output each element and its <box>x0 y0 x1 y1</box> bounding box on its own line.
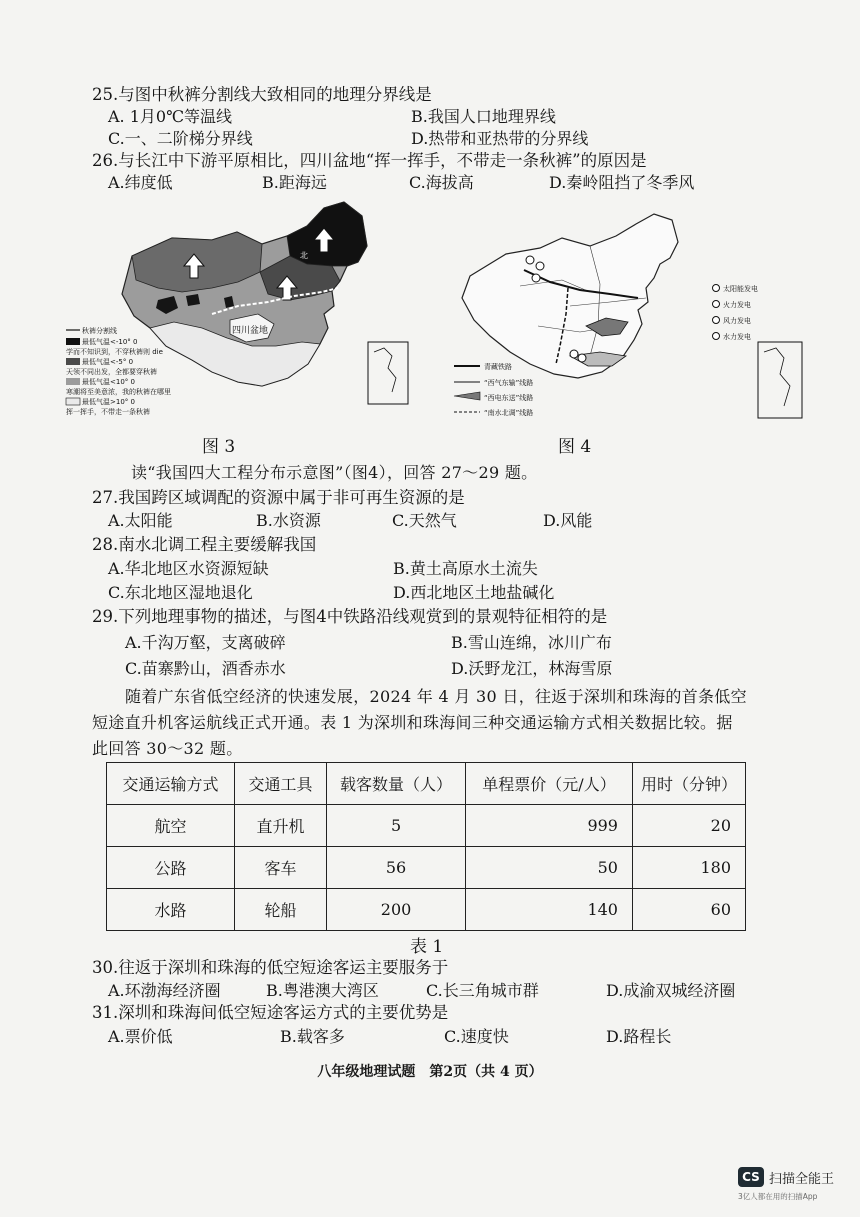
table-row <box>107 847 746 889</box>
section-intro-27-29: 读“我国四大工程分布示意图”（图4），回答 27～29 题。 <box>131 463 538 482</box>
table-1 <box>106 762 746 931</box>
question-28-stem: 28.南水北调工程主要缓解我国 <box>92 535 317 554</box>
question-31-option-c: C.速度快 <box>444 1027 509 1046</box>
table-header-vehicle: 交通工具 <box>234 763 326 805</box>
section-intro-line-1: 随着广东省低空经济的快速发展，2024 年 4 月 30 日，往返于深圳和珠海的首条低空 <box>125 687 747 706</box>
question-27-option-b: B.水资源 <box>256 511 321 530</box>
legend-lt-10-text: 学而不知识到，不穿秋裤则 die <box>66 348 163 356</box>
question-30-option-c: C.长三角城市群 <box>426 981 539 1000</box>
table-header-capacity: 载客数量（人） <box>327 763 466 805</box>
question-29-option-a: A.千沟万壑，支离破碎 <box>125 633 286 652</box>
question-25-option-d: D.热带和亚热带的分界线 <box>411 129 589 148</box>
table-cell-time: 20 <box>632 805 745 847</box>
legend-qingzang-railway: 青藏铁路 <box>484 363 512 371</box>
question-27-option-a: A.太阳能 <box>108 511 173 530</box>
camscanner-logo-icon: CS <box>738 1167 764 1187</box>
basin-label: 四川盆地 <box>232 326 269 336</box>
question-26-stem: 26.与长江中下游平原相比，四川盆地“挥一挥手，不带走一条秋裤”的原因是 <box>92 151 647 170</box>
question-29-option-b: B.雪山连绵，冰川广布 <box>451 633 612 652</box>
question-25-option-b: B.我国人口地理界线 <box>411 107 556 126</box>
question-29-option-c: C.苗寨黔山，酒香赤水 <box>125 659 286 678</box>
figure-4-map <box>450 206 820 432</box>
legend-lt-5-value: 最低气温<-5° 0 <box>82 358 134 366</box>
table-cell-time: 60 <box>632 889 745 931</box>
table-header-time: 用时（分钟） <box>632 763 745 805</box>
question-28-option-d: D.西北地区土地盐碱化 <box>393 583 555 602</box>
table-cell-fare: 50 <box>466 847 633 889</box>
table-cell-mode: 航空 <box>107 805 235 847</box>
legend-lt10-value: 最低气温<10° 0 <box>82 378 135 386</box>
figure-3-map <box>62 196 452 434</box>
table-1-caption: 表 1 <box>410 937 444 957</box>
table-cell-mode: 公路 <box>107 847 235 889</box>
table-cell-mode: 水路 <box>107 889 235 931</box>
table-row <box>107 805 746 847</box>
question-28-option-a: A.华北地区水资源短缺 <box>108 559 269 578</box>
table-header-fare: 单程票价（元/人） <box>466 763 633 805</box>
section-intro-line-3: 此回答 30～32 题。 <box>92 739 243 758</box>
legend-lt10-text: 寒潮将至美意浓，我的秋裤在哪里 <box>66 388 171 396</box>
question-26-option-a: A.纬度低 <box>108 173 173 192</box>
question-26-option-c: C.海拔高 <box>409 173 474 192</box>
table-header-mode: 交通运输方式 <box>107 763 235 805</box>
question-25-option-c: C.一、二阶梯分界线 <box>108 129 253 148</box>
legend-gt10-text: 挥一挥手，不带走一条秋裤 <box>66 408 150 416</box>
table-cell-vehicle: 轮船 <box>234 889 326 931</box>
question-26-option-d: D.秦岭阻挡了冬季风 <box>549 173 695 192</box>
page-footer: 八年级地理试题 第2页（共 4 页） <box>317 1064 543 1080</box>
legend-south-north-water: “南水北调”线路 <box>484 409 534 417</box>
legend-divider: 秋裤分割线 <box>82 327 117 335</box>
question-29-stem: 29.下列地理事物的描述，与图4中铁路沿线观赏到的景观特征相符的是 <box>92 607 608 626</box>
legend-wind-power: 风力发电 <box>723 317 751 325</box>
legend-lt-5-text: 天领不同出发，全都要穿秋裤 <box>66 368 157 376</box>
table-row <box>107 889 746 931</box>
legend-gt10-value: 最低气温>10° 0 <box>82 398 135 406</box>
table-cell-vehicle: 直升机 <box>234 805 326 847</box>
question-28-option-b: B.黄土高原水土流失 <box>393 559 538 578</box>
legend-solar-power: 太阳能发电 <box>723 285 758 293</box>
question-28-option-c: C.东北地区湿地退化 <box>108 583 253 602</box>
question-27-option-d: D.风能 <box>543 511 593 530</box>
question-30-stem: 30.往返于深圳和珠海的低空短途客运主要服务于 <box>92 958 449 977</box>
question-31-option-a: A.票价低 <box>108 1027 173 1046</box>
table-cell-capacity: 56 <box>327 847 466 889</box>
question-31-option-d: D.路程长 <box>606 1027 672 1046</box>
question-25-option-a: A. 1月0℃等温线 <box>108 107 232 126</box>
table-cell-fare: 999 <box>466 805 633 847</box>
table-cell-fare: 140 <box>466 889 633 931</box>
question-25-stem: 25.与图中秋裤分割线大致相同的地理分界线是 <box>92 85 432 104</box>
question-27-option-c: C.天然气 <box>392 511 457 530</box>
figure-3-caption: 图 3 <box>202 437 236 457</box>
watermark-tagline: 3亿人都在用的扫描App <box>738 1192 818 1201</box>
table-cell-time: 180 <box>632 847 745 889</box>
question-27-stem: 27.我国跨区域调配的资源中属于非可再生资源的是 <box>92 488 465 507</box>
watermark-app-name: 扫描全能王 <box>769 1172 835 1187</box>
table-cell-capacity: 5 <box>327 805 466 847</box>
question-30-option-a: A.环渤海经济圈 <box>108 981 221 1000</box>
question-29-option-d: D.沃野龙江，林海雪原 <box>451 659 613 678</box>
question-31-stem: 31.深圳和珠海间低空短途客运方式的主要优势是 <box>92 1003 449 1022</box>
north-label: 北 <box>300 251 308 260</box>
figure-4-caption: 图 4 <box>558 437 592 457</box>
legend-lt-10-value: 最低气温<-10° 0 <box>82 338 138 346</box>
question-30-option-d: D.成渝双城经济圈 <box>606 981 736 1000</box>
table-cell-capacity: 200 <box>327 889 466 931</box>
question-26-option-b: B.距海远 <box>262 173 327 192</box>
legend-hydro-power: 水力发电 <box>723 333 751 341</box>
question-30-option-b: B.粤港澳大湾区 <box>266 981 379 1000</box>
legend-thermal-power: 火力发电 <box>723 301 751 309</box>
section-intro-line-2: 短途直升机客运航线正式开通。表 1 为深圳和珠海间三种交通运输方式相关数据比较。据 <box>92 713 733 732</box>
question-31-option-b: B.载客多 <box>280 1027 345 1046</box>
table-cell-vehicle: 客车 <box>234 847 326 889</box>
legend-west-east-power: “西电东送”线路 <box>484 394 534 402</box>
legend-west-east-gas: “西气东输”线路 <box>484 379 534 387</box>
table-header-row <box>107 763 746 805</box>
